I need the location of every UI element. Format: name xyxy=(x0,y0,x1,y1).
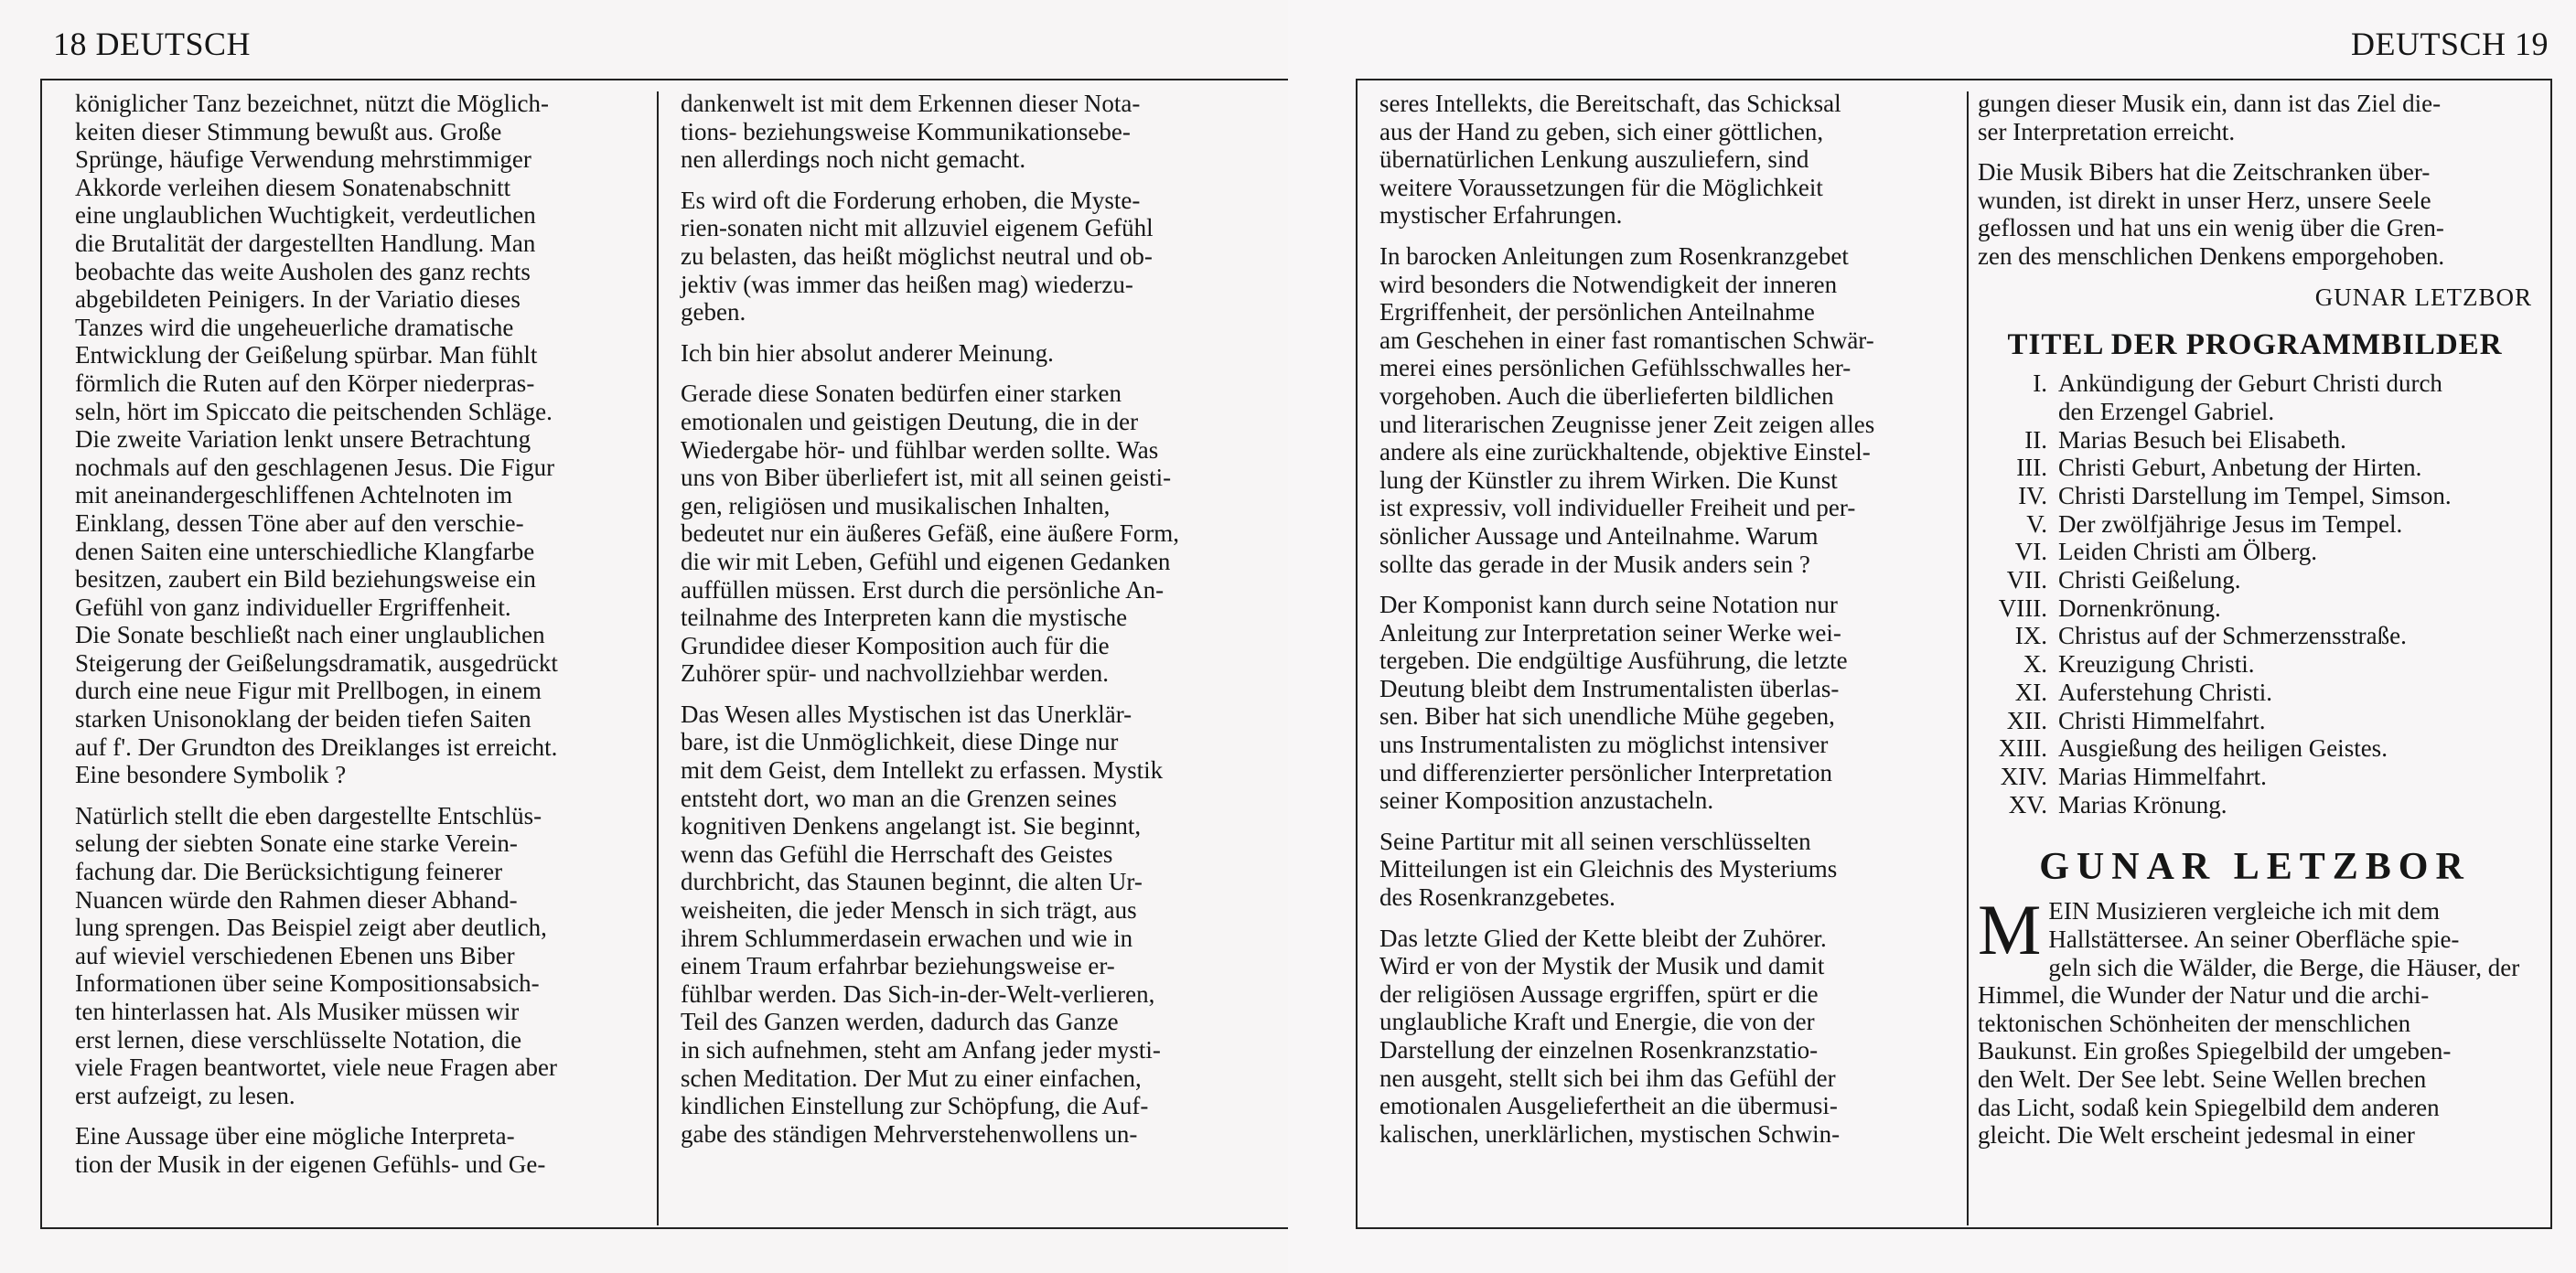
program-item-title: Christi Geburt, Anbetung der Hirten. xyxy=(2058,454,2422,482)
program-list-title: TITEL DER PROGRAMMBILDER xyxy=(2007,328,2503,362)
program-item-title: Marias Besuch bei Elisabeth. xyxy=(2058,425,2346,454)
bio-text: Musizieren vergleiche ich mit dem Hallstättersee. An seiner Oberfläche spie- geln sich die Wälder, die Berge, die Häuser, der Himmel, die Wunder der Natur und die archi- tektonischen Schönheiten der menschlichen Baukunst. Ein großes Spiegelbild der umgeben- den Welt. Der See lebt. Seine Wellen brechen das Licht, sodaß kein Spiegelbild dem anderen gleicht. Die Welt erscheint jedesmal in einer xyxy=(1978,897,2520,1150)
left-page-column-2 xyxy=(681,90,1228,1161)
program-item-number: V. xyxy=(2026,509,2047,538)
bio-first-word-rest: EIN xyxy=(2048,897,2090,925)
paragraph: Das letzte Glied der Kette bleibt der Zuhörer. Wird er von der Mystik der Musik und damit der religiösen Aussage ergriffen, spürt er die unglaubliche Kraft und Energie, die von der Darstellung der einzelnen Rosenkranzstatio- nen ausgeht, stellt sich bei ihm das Gefühl der emotionalen Ausgeliefertheit an die übermusi- kalischen, unerklärlichen, mystischen Schwin- xyxy=(1379,924,1841,1148)
bio-paragraph xyxy=(1978,890,2532,1150)
left-column-divider xyxy=(657,91,659,1225)
paragraph: Die Musik Bibers hat die Zeitschranken über- wunden, ist direkt in unser Herz, unsere Seele geflossen und hat uns ein wenig über die Gren- zen des menschlichen Denkens emporgehoben. xyxy=(1978,158,2445,270)
program-item-title: Dornenkrönung. xyxy=(2058,594,2221,622)
program-item xyxy=(1978,482,2532,510)
program-item-title: Ankündigung der Geburt Christi durch den Erzengel Gabriel. xyxy=(2058,369,2442,425)
program-item-number: XV. xyxy=(2008,790,2047,818)
program-item-title: Christi Himmelfahrt. xyxy=(2058,706,2266,734)
paragraph: gungen dieser Musik ein, dann ist das Ziel die- ser Interpretation erreicht. xyxy=(1978,90,2442,145)
program-item-number: III. xyxy=(2016,454,2047,482)
paragraph: Eine Aussage über eine mögliche Interpreta- tion der Musik in der eigenen Gefühls- und Ge- xyxy=(75,1122,546,1178)
program-item xyxy=(1978,510,2532,539)
right-page xyxy=(1288,0,2576,1273)
program-item xyxy=(1978,538,2532,566)
paragraph: Gerade diese Sonaten bedürfen einer starken emotionalen und geistigen Deutung, die in der Wiedergabe hör- und fühlbar werden sollte. Was uns von Biber überliefert ist, mit all seinen geisti- gen, religiösen und musikalischen Inhalten, bedeutet nur ein äußeres Gefäß, eine äußere Form, die wir mit Leben, Gefühl und eigenen Gedanken auffüllen müssen. Erst durch die persönliche An- teilnahme des Interpreten kann die mystische Grundidee dieser Komposition auch für die Zuhörer spür- und nachvollziehbar werden. xyxy=(681,380,1180,688)
program-item-number: IX. xyxy=(2014,622,2047,650)
program-item-title: Ausgießung des heiligen Geistes. xyxy=(2058,734,2388,763)
program-item-title: Der zwölfjährige Jesus im Tempel. xyxy=(2058,509,2403,538)
program-item-number: XII. xyxy=(2006,706,2047,734)
paragraph: Der Komponist kann durch seine Notation nur Anleitung zur Interpretation seiner Werke wei- tergeben. Die endgültige Ausführung, die letzte Deutung bleibt dem Instrumentalisten überlas- sen. Biber hat sich unendliche Mühe gegeben, uns Instrumentalisten zu möglichst intensiver und differenzierter persönlicher Interpretation seiner Komposition anzustacheln. xyxy=(1379,591,1848,815)
paragraph: Es wird oft die Forderung erhoben, die Myste- rien-sonaten nicht mit allzuviel eigenem Gefühl zu belasten, das heißt möglichst neutral und ob- jektiv (was immer das heißen mag) wiederzu- geben. xyxy=(681,186,1154,326)
program-item-number: I. xyxy=(2033,369,2047,398)
running-head-right: DEUTSCH 19 xyxy=(2350,26,2549,62)
paragraph: dankenwelt ist mit dem Erkennen dieser Nota- tions- beziehungsweise Kommunikationsebe- nen allerdings noch nicht gemacht. xyxy=(681,90,1141,174)
program-item xyxy=(1978,369,2532,425)
paragraph: Natürlich stellt die eben dargestellte Entschlüs- selung der siebten Sonate eine starke Verein- fachung dar. Die Berücksichtigung feinerer Nuancen würde den Rahmen dieser Abhand- lung sprengen. Das Beispiel zeigt aber deutlich, auf wieviel verschiedenen Ebenen uns Biber Informationen über seine Kompositionsabsich- ten hinterlassen hat. Als Musiker müssen wir erst lernen, diese verschlüsselte Notation, die viele Fragen beantwortet, viele neue Fragen aber erst aufzeigt, zu lesen. xyxy=(75,801,558,1109)
program-item-title: Christus auf der Schmerzensstraße. xyxy=(2058,622,2407,650)
left-page-column-1 xyxy=(75,90,631,1192)
bio-heading: GUNAR LETZBOR xyxy=(2039,846,2471,889)
drop-cap: M xyxy=(1978,890,2042,970)
program-item xyxy=(1978,679,2532,707)
program-item-number: IV. xyxy=(2018,481,2047,509)
program-item xyxy=(1978,791,2532,819)
program-item-number: VII. xyxy=(2006,566,2047,594)
paragraph: In barocken Anleitungen zum Rosenkranzgebet wird besonders die Notwendigkeit der inneren Ergriffenheit, der persönlichen Anteilnahme am Geschehen in einer fast romantischen Schwär- merei eines persönlichen Gefühlsschwalles her- vorgehoben. Auch die überlieferten bildlichen und literarischen Zeugnisse jener Zeit zeigen alles andere als eine zurückhaltende, objektive Einstel- lung der Künstler zu ihrem Wirken. Die Kunst ist expressiv, voll individueller Freiheit und per- sönlicher Aussage und Anteilnahme. Warum sollte das gerade in der Musik anders sein ? xyxy=(1379,241,1875,578)
paragraph: Seine Partitur mit all seinen verschlüsselten Mitteilungen ist ein Gleichnis des Mysteriums des Rosenkranzgebetes. xyxy=(1379,827,1838,912)
paragraph: seres Intellekts, die Bereitschaft, das Schicksal aus der Hand zu geben, sich einer göttlichen, übernatürlichen Lenkung auszuliefern, sind weitere Voraussetzungen für die Möglichkeit mystischer Erfahrungen. xyxy=(1379,90,1841,230)
program-item-number: II. xyxy=(2024,425,2047,454)
program-item-number: XI. xyxy=(2014,678,2047,706)
program-item xyxy=(1978,763,2532,791)
right-column-divider xyxy=(1967,91,1969,1225)
paragraph: Das Wesen alles Mystischen ist das Unerklär- bare, ist die Unmöglichkeit, diese Dinge nur mit dem Geist, dem Intellekt zu erfassen. Mystik entsteht dort, wo man an die Grenzen seines kognitiven Denkens angelangt ist. Sie beginnt, wenn das Gefühl die Herrschaft des Geistes durchbricht, das Staunen beginnt, die alten Ur- weisheiten, die jeder Mensch in sich trägt, aus ihrem Schlummerdasein erwachen und wie in einem Traum erfahrbar beziehungsweise er- fühlbar werden. Das Sich-in-der-Welt-verlieren, Teil des Ganzen werden, dadurch das Ganze in sich aufnehmen, steht am Anfang jeder mysti- schen Meditation. Der Mut zu einer einfachen, kindlichen Einstellung zur Schöpfung, die Auf- gabe des ständigen Mehrverstehenwollens un- xyxy=(681,700,1164,1148)
program-item xyxy=(1978,622,2532,650)
paragraph: königlicher Tanz bezeichnet, nützt die Möglich- keiten dieser Stimmung bewußt aus. Große Sprünge, häufige Verwendung mehrstimmiger Akkorde verleihen diesem Sonatenabschnitt eine unglaublichen Wuchtigkeit, verdeutlichen die Brutalität der dargestellten Handlung. Man beobachte das weite Ausholen des ganz rechts abgebildeten Peinigers. In der Variatio dieses Tanzes wird die ungeheuerliche dramatische Entwicklung der Geißelung spürbar. Man fühlt förmlich die Ruten auf den Körper niederpras- seln, hört im Spiccato die peitschenden Schläge. Die zweite Variation lenkt unsere Betrachtung nochmals auf den geschlagenen Jesus. Die Figur mit aneinandergeschliffenen Achtelnoten im Einklang, dessen Töne aber auf den verschie- denen Saiten eine unterschiedliche Klangfarbe besitzen, zaubert ein Bild beziehungsweise ein Gefühl von ganz individueller Ergriffenheit. Die Sonate beschließt nach einer unglaublichen Steigerung der Geißelungsdramatik, ausgedrückt durch eine neue Figur mit Prellbogen, in einem starken Unisonoklang der beiden tiefen Saiten auf f'. Der Grundton des Dreiklanges ist erreicht. Eine besondere Symbolik ? xyxy=(75,90,558,789)
running-head-left: 18 DEUTSCH xyxy=(53,26,252,62)
program-item-title: Kreuzigung Christi. xyxy=(2058,650,2255,679)
program-item xyxy=(1978,707,2532,735)
program-item-number: VI. xyxy=(2014,538,2047,566)
program-item-title: Marias Himmelfahrt. xyxy=(2058,763,2267,790)
program-item xyxy=(1978,454,2532,482)
program-item-title: Auferstehung Christi. xyxy=(2058,678,2272,706)
program-item-title: Christi Darstellung im Tempel, Simson. xyxy=(2058,481,2452,509)
program-item-title: Leiden Christi am Ölberg. xyxy=(2058,538,2317,566)
program-item-number: XIII. xyxy=(1998,734,2047,763)
program-item xyxy=(1978,734,2532,763)
program-item-number: XIV. xyxy=(2000,763,2047,790)
right-page-column-2 xyxy=(1978,90,2532,1162)
program-item xyxy=(1978,566,2532,594)
program-item-number: X. xyxy=(2023,650,2047,679)
program-item-title: Christi Geißelung. xyxy=(2058,566,2241,594)
program-item xyxy=(1978,650,2532,679)
program-item xyxy=(1978,426,2532,455)
program-item-title: Marias Krönung. xyxy=(2058,790,2227,818)
author-signature: GUNAR LETZBOR xyxy=(2314,283,2532,311)
program-item xyxy=(1978,594,2532,623)
right-page-column-1 xyxy=(1379,90,1943,1161)
paragraph: Ich bin hier absolut anderer Meinung. xyxy=(681,338,1054,367)
program-item-number: VIII. xyxy=(1998,594,2047,622)
program-list xyxy=(1978,369,2532,818)
